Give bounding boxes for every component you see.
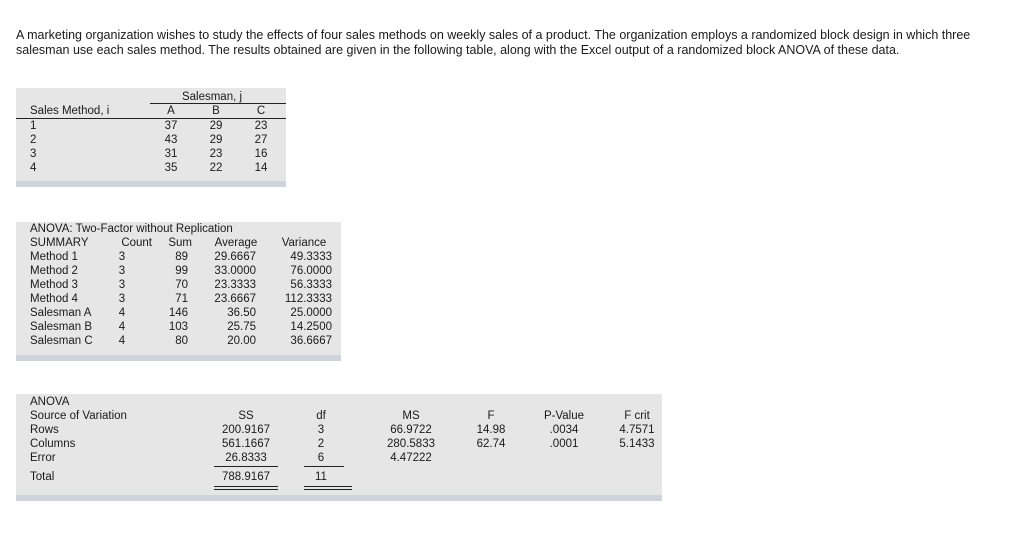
total-rule: [304, 489, 352, 490]
summary-title: ANOVA: Two-Factor without Replication: [30, 223, 233, 235]
anova-cell: 14.98: [476, 424, 506, 436]
anova-cell: 62.74: [476, 438, 506, 450]
summary-cell: 20.00: [227, 335, 256, 347]
summary-header: Average: [214, 237, 258, 249]
sales-method-header: Sales Method, i: [30, 105, 110, 117]
anova-table: [16, 394, 662, 501]
table-footer-bar: [16, 495, 662, 501]
summary-cell: 49.3333: [290, 251, 332, 263]
anova-summary-table: [16, 222, 341, 361]
anova-cell: 788.9167: [222, 471, 270, 483]
anova-cell: 5.1433: [619, 438, 655, 450]
problem-statement: A marketing organization wishes to study the effects of four sales methods on weekly sales of a product. The organization employs a randomized block design in which three salesman use each sales method. The results obtained are given in the following table, along with the Excel output of a randomized block ANOVA of these data.: [16, 28, 971, 57]
summary-row-label: Salesman B: [30, 321, 93, 333]
summary-header: Variance: [281, 237, 327, 249]
summary-cell: 3: [118, 265, 126, 277]
summary-cell: 103: [168, 321, 188, 333]
summary-cell: 4: [118, 307, 126, 319]
anova-title: ANOVA: [30, 396, 70, 408]
anova-header: df: [316, 410, 326, 422]
summary-row-label: Salesman C: [30, 335, 93, 347]
anova-cell: 200.9167: [222, 424, 270, 436]
summary-cell: 25.75: [227, 321, 256, 333]
summary-cell: 89: [175, 251, 188, 263]
summary-row-label: Salesman A: [30, 307, 92, 319]
anova-cell: 2: [317, 438, 325, 450]
total-rule: [214, 486, 278, 487]
summary-row-label: Method 2: [30, 265, 78, 277]
table-footer-bar: [16, 355, 341, 361]
table-cell: 23: [209, 148, 223, 160]
summary-row-label: Method 3: [30, 279, 78, 291]
summary-cell: 23.6667: [214, 293, 256, 305]
table-cell: 35: [164, 162, 178, 174]
summary-header: Count: [121, 237, 152, 249]
anova-row-label: Rows: [30, 424, 59, 436]
row-label: 3: [30, 148, 37, 160]
summary-row-label: Method 1: [30, 251, 78, 263]
total-rule: [214, 489, 278, 490]
anova-cell: 66.9722: [390, 424, 432, 436]
summary-header: SUMMARY: [30, 237, 89, 249]
summary-row-label: Method 4: [30, 293, 78, 305]
summary-cell: 146: [168, 307, 188, 319]
anova-header: P-Value: [543, 410, 585, 422]
anova-cell: 561.1667: [222, 438, 270, 450]
summary-cell: 23.3333: [214, 279, 256, 291]
total-rule: [304, 486, 352, 487]
anova-row-label: Columns: [30, 438, 76, 450]
summary-cell: 3: [118, 279, 126, 291]
column-header: C: [256, 105, 266, 117]
table-cell: 22: [209, 162, 223, 174]
anova-cell: .0034: [549, 424, 579, 436]
summary-cell: 25.0000: [290, 307, 332, 319]
summary-cell: 36.6667: [290, 335, 332, 347]
salesman-group-header: Salesman, j: [181, 91, 243, 103]
column-header: B: [212, 105, 220, 117]
table-cell: 27: [254, 134, 268, 146]
anova-cell: 4.7571: [619, 424, 655, 436]
summary-cell: 33.0000: [214, 265, 256, 277]
table-cell: 37: [164, 120, 178, 132]
summary-cell: 3: [118, 293, 126, 305]
summary-cell: 36.50: [227, 307, 256, 319]
anova-row-label: Error: [30, 452, 56, 464]
subtotal-rule: [304, 466, 344, 467]
anova-cell: 3: [317, 424, 325, 436]
column-header: A: [167, 105, 175, 117]
summary-cell: 56.3333: [290, 279, 332, 291]
anova-header: F crit: [624, 410, 650, 422]
anova-header: MS: [402, 410, 420, 422]
anova-row-label: Total: [30, 471, 55, 483]
sales-data-table: [16, 88, 286, 187]
table-cell: 14: [254, 162, 268, 174]
row-label: 2: [30, 134, 37, 146]
anova-cell: 11: [315, 471, 327, 483]
summary-cell: 112.3333: [284, 293, 332, 305]
table-cell: 16: [254, 148, 268, 160]
summary-header: Sum: [168, 237, 192, 249]
anova-cell: 280.5833: [387, 438, 435, 450]
table-cell: 29: [209, 134, 223, 146]
table-cell: 23: [254, 120, 268, 132]
summary-cell: 71: [175, 293, 188, 305]
summary-cell: 4: [118, 335, 126, 347]
summary-cell: 14.2500: [290, 321, 332, 333]
summary-cell: 76.0000: [290, 265, 332, 277]
table-cell: 43: [164, 134, 178, 146]
summary-cell: 80: [175, 335, 188, 347]
table-cell: 29: [209, 120, 223, 132]
anova-cell: .0001: [549, 438, 579, 450]
anova-cell: 4.47222: [390, 452, 432, 464]
row-label: 1: [30, 120, 37, 132]
summary-cell: 70: [175, 279, 188, 291]
anova-header: SS: [238, 410, 254, 422]
row-label: 4: [30, 162, 37, 174]
subtotal-rule: [214, 466, 278, 467]
anova-header: Source of Variation: [30, 410, 127, 422]
anova-header: F: [487, 410, 495, 422]
table-cell: 31: [164, 148, 178, 160]
anova-cell: 6: [317, 452, 325, 464]
table-footer-bar: [16, 181, 286, 187]
summary-cell: 29.6667: [214, 251, 256, 263]
summary-cell: 99: [175, 265, 188, 277]
anova-cell: 26.8333: [225, 452, 267, 464]
summary-cell: 4: [118, 321, 126, 333]
summary-cell: 3: [118, 251, 126, 263]
